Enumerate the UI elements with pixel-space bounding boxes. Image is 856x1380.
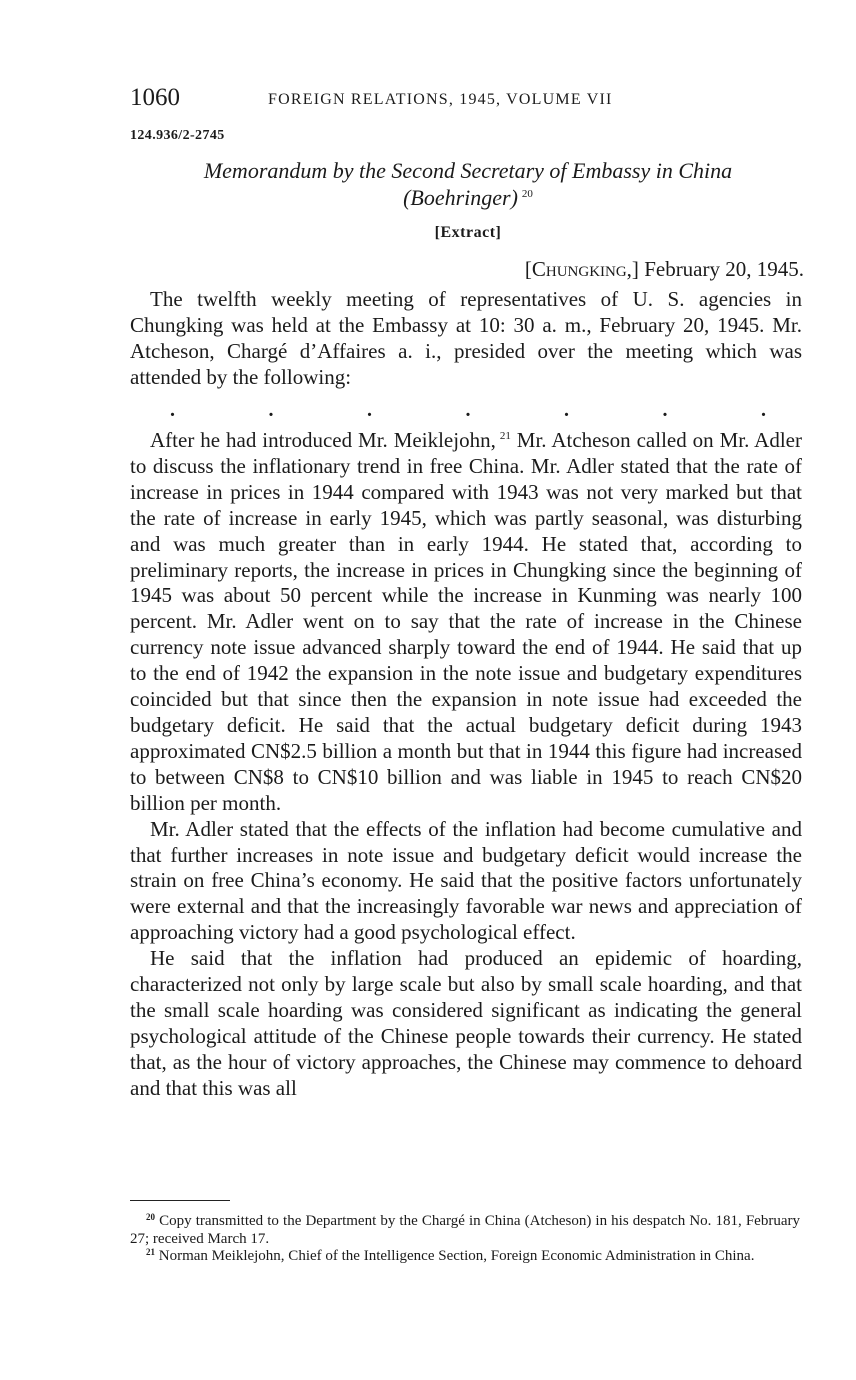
footnote-ref-20: 20: [521, 188, 533, 200]
paragraph-4: He said that the inflation had produced an epidemic of hoarding, characterized not only by large scale but also by small scale hoarding, and that the small scale hoarding was considered significant as indicating the general psychological attitude of the Chinese people towards their currency. He stated that, as the hour of victory approaches, the Chinese may commence to dehoard and that this was all: [130, 946, 802, 1100]
page-number: 1060: [130, 84, 180, 111]
dateline-place: [Chungking,]: [524, 257, 639, 281]
omission-dot: .: [761, 399, 766, 421]
page-header: [130, 84, 810, 114]
omission-dot: .: [268, 399, 274, 421]
footnotes: [130, 1213, 800, 1266]
document-title: [130, 157, 806, 211]
extract-label: [Extract]: [434, 224, 502, 241]
paragraph-3: Mr. Adler stated that the effects of the inflation had become cumulative and that further increases in note issue and budgetary deficit would increase the strain on free China’s economy. He said that the positive factors unfortunately were external and that the increasingly favorable war news and appreciation of approaching victory had a good psychological effect.: [130, 816, 802, 945]
paragraph-2-rest: Mr. Atcheson called on Mr. Adler to discuss the inflationary trend in free China. Mr. Adler stated that the rate of increase in prices in 1944 compared with 1943 was not very marked but that the rate of increase in early 1945, which was partly seasonal, was disturbing and was much greater than in early 1944. He stated that, according to preliminary reports, the increase in prices in Chungking since the beginning of 1945 was about 50 percent while the increase in Kunming was nearly 100 percent. Mr. Adler went on to say that the rate of increase in the Chinese currency note issue advanced sharply toward the end of 1944. He said that up to the end of 1942 the expansion in the note issue and budgetary expenditures coincided but that since then the expansion in note issue had exceeded the budgetary deficit. He said that the actual budgetary deficit during 1943 approximated CN$2.5 billion a month but that in 1944 this figure had increased to between CN$8 to CN$10 billion and was liable in 1945 to reach CN$20 billion per month.: [130, 428, 802, 815]
paragraph-2: [130, 428, 802, 817]
omission-dot: .: [465, 399, 471, 421]
paragraph-1: The twelfth weekly meeting of representatives of U. S. agencies in Chungking was held at the Embassy at 10: 30 a. m., February 20, 1945. Mr. Atcheson, Chargé d’Affaires a. i., presided over the meeting which was attended by the following:: [130, 287, 802, 389]
footnote-text: Copy transmitted to the Department by the Chargé in China (Atcheson) in his despatch No. 181, February 27; received March 17.: [130, 1213, 800, 1247]
dateline: [525, 257, 804, 282]
footnote-ref-21: 21: [499, 430, 511, 442]
footnote-divider: [130, 1200, 230, 1201]
omission-dot: .: [367, 399, 372, 421]
file-number: 124.936/2-2745: [130, 128, 225, 143]
body-section-intro: [130, 287, 802, 391]
omission-dot: .: [170, 399, 175, 421]
paragraph-2-start: After he had introduced Mr. Meiklejohn,: [150, 428, 496, 452]
dateline-date: February 20, 1945.: [644, 257, 804, 281]
running-head: FOREIGN RELATIONS, 1945, VOLUME VII: [268, 91, 613, 108]
title-author: (Boehringer): [403, 185, 518, 210]
body-section-main: [130, 428, 802, 1102]
footnote-text: Norman Meiklejohn, Chief of the Intelligence Section, Foreign Economic Administration in China.: [158, 1248, 755, 1264]
footnote-marker: 20: [146, 1212, 155, 1222]
footnote-marker: 21: [146, 1247, 155, 1257]
footnote-21: [130, 1248, 800, 1266]
omission-dot: .: [564, 399, 569, 421]
footnote-20: [130, 1213, 800, 1248]
omission-dots: [170, 399, 766, 419]
title-line-1: Memorandum by the Second Secretary of Embassy in China: [203, 158, 733, 183]
title-line-2: [130, 184, 806, 211]
omission-dot: .: [662, 399, 668, 421]
